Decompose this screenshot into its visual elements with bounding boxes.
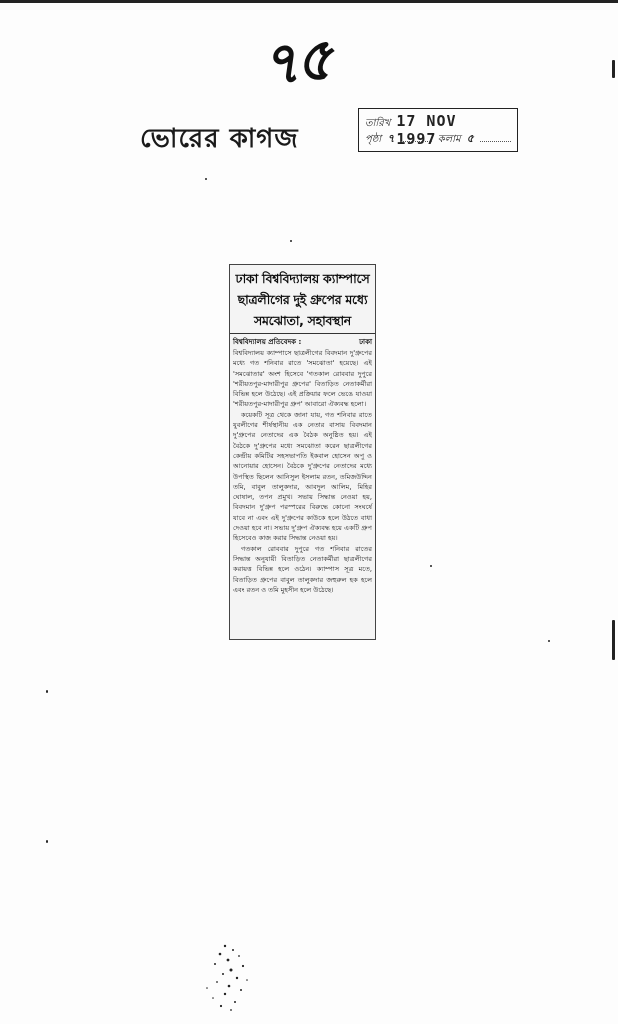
- newspaper-clipping: [229, 264, 376, 640]
- date-stamp: [358, 108, 518, 152]
- scan-speck: [205, 178, 207, 180]
- newspaper-name: ভোরের কাগজ: [140, 124, 299, 154]
- stamp-date-label: তারিখ: [365, 118, 391, 129]
- headline-line: ছাত্রলীগের দুই গ্রুপের মধ্যে: [237, 292, 368, 307]
- scan-speck: [548, 640, 550, 642]
- article-paragraph: বিশ্ববিদ্যালয় ক্যাম্পাসে ছাত্রলীগের বিবদমান দু'গ্রুপের মধ্যে গত শনিবার রাতে 'সমঝোতা' হয়েছে। এই 'সমঝোতার' অংশ হিসেবে 'গতকাল রোববার দুপুরে 'শরীয়তপুর-মাদারীপুর গ্রুপের' বিতাড়িত নেতাকর্মীরা বিভিন্ন হলে উঠেছে। এই প্রক্রিয়ার ফলে ভেঙে যাওয়া 'শরীয়তপুর-মাদারীপুর গ্রুপ' আবারো ঐক্যবদ্ধ হলো।: [233, 349, 372, 409]
- stamp-page-value: ৭: [387, 132, 395, 145]
- stamp-date-value: 17 NOV 1997: [396, 112, 457, 148]
- headline-line: ঢাকা বিশ্ববিদ্যালয় ক্যাম্পাসে: [235, 271, 370, 286]
- scan-speck: [612, 60, 615, 78]
- article-paragraph: গতকাল রোববার দুপুরে গত শনিবার রাতের সিদ্ধান্ত অনুযায়ী বিতাড়িত নেতাকর্মীরা ছাত্রলীগের করায়ত্ত বিভিন্ন হলে ওঠেন। ক্যাম্পাস সূত্র মতে, বিতাড়িত গ্রুপের বাবুল তালুকদার জহুরুল হক হলে এবং রতন ও তমি মুহসীন হলে উঠেছে।: [233, 544, 372, 594]
- article-paragraph: কয়েকটি সূত্র থেকে জানা যায়, গত শনিবার রাতে যুবলীগের শীর্ষস্থানীয় এক নেতার বাসায় বিবদমান দু'গ্রুপের নেতাদের এক বৈঠক অনুষ্ঠিত হয়। এই বৈঠকে দু'গ্রুপের মধ্যে সমঝোতা করেন ছাত্রলীগের কেন্দ্রীয় কমিটির সহসভাপতি ইকবাল হোসেন অপু ও আনোয়ার হোসেন। বৈঠকে দু'গ্রুপের নেতাদের মধ্যে উপস্থিত ছিলেন আনিসুল ইসলাম রতন, তমিজউদ্দিন তমি, বাবুল তালুকদার, আবদুল আলিম, মিহির ঘোষাল, তপন প্রমুখ। সভায় সিদ্ধান্ত নেওয়া হয়, বিবদমান দু'গ্রুপ পরস্পরের বিরুদ্ধে কোনো সংঘর্ষে যাবে না এবং এই দু'গ্রুপের কাউকে হলে উঠতে বাধা দেওয়া হবে না। সভায় দু'গ্রুপ ঐক্যবদ্ধ হয়ে একটি গ্রুপ হিসেবেও কাজ করার সিদ্ধান্ত নেওয়া হয়।: [233, 410, 372, 543]
- scan-speck: [290, 240, 292, 242]
- scan-smudge: [195, 940, 265, 1020]
- scan-speck: [430, 565, 432, 567]
- stamp-column-label: কলাম: [437, 134, 461, 145]
- scan-speck: [46, 840, 48, 843]
- scan-speck: [46, 690, 48, 693]
- stamp-column-value: ৫: [466, 132, 474, 145]
- stamp-page-label: পৃষ্ঠা: [365, 134, 382, 145]
- article-headline: [230, 265, 375, 334]
- scan-speck: [612, 620, 615, 660]
- article-byline: [230, 334, 375, 348]
- stamp-dotted-line: [400, 133, 431, 142]
- headline-line: সমঝোতা, সহাবস্থান: [254, 313, 351, 328]
- byline-location: ঢাকা: [359, 338, 372, 346]
- byline-reporter: বিশ্ববিদ্যালয় প্রতিবেদক :: [233, 338, 302, 346]
- article-body: [230, 348, 375, 595]
- scan-top-edge: [0, 0, 618, 3]
- stamp-dotted-line: [480, 133, 511, 142]
- handwritten-number: ৭৫: [258, 24, 333, 100]
